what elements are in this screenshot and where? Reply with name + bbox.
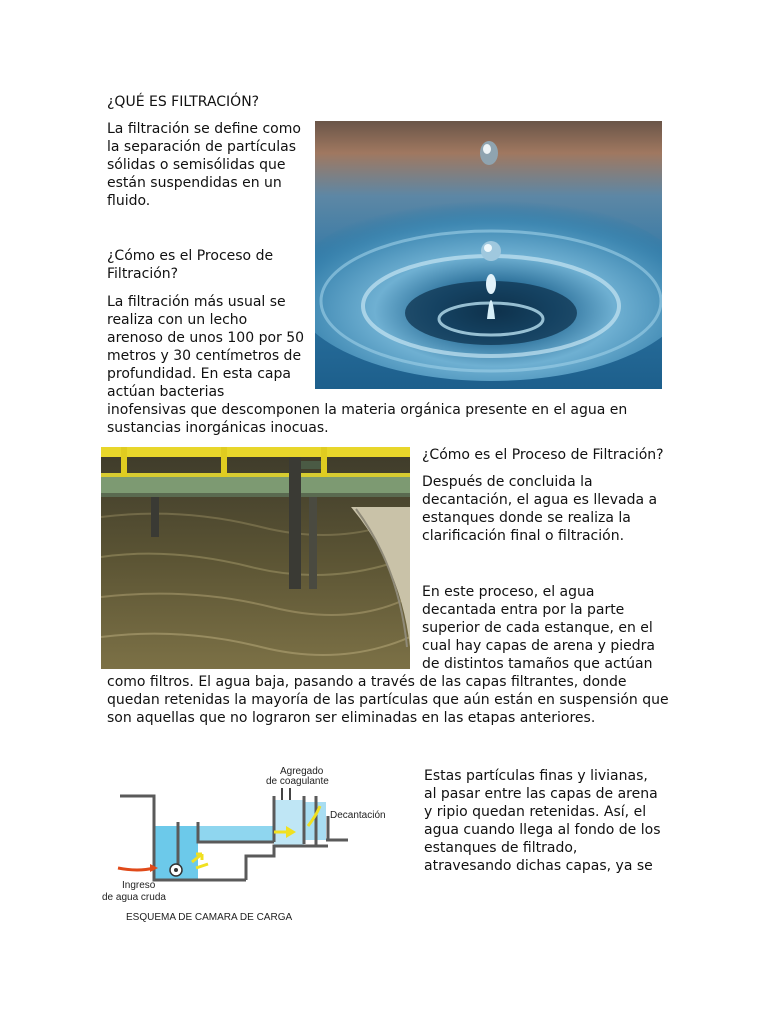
text-line: arenoso de unos 100 por 50: [107, 330, 305, 346]
particulas-paragraph: [424, 767, 661, 875]
text-line: La filtración se define como: [107, 121, 301, 137]
text-line: estanques donde se realiza la: [422, 510, 631, 526]
water-chamber-2: [274, 800, 304, 846]
text-line: Después de concluida la: [422, 474, 593, 490]
heading-proceso-filtracion-2: ¿Cómo es el Proceso de Filtración?: [422, 447, 664, 463]
text-line: realiza con un lecho: [107, 312, 248, 328]
text-line: al pasar entre las capas de arena: [424, 786, 658, 802]
label-inlet-2: de agua cruda: [102, 892, 166, 903]
decantacion-paragraph: [422, 473, 657, 545]
heading-line: ¿Cómo es el Proceso de: [107, 248, 274, 264]
text-line: superior de cada estanque, en el: [422, 620, 653, 636]
text-line: metros y 30 centímetros de: [107, 348, 302, 364]
proceso-paragraph-part2: [107, 673, 687, 727]
label-inlet-1: Ingreso: [122, 880, 156, 891]
text-line: cual hay capas de arena y piedra: [422, 638, 656, 654]
text-line: decantada entra por la parte: [422, 602, 625, 618]
text-line: de distintos tamaños que actúan: [422, 656, 653, 672]
text-line: Estas partículas finas y livianas,: [424, 768, 648, 784]
text-line: son aquellas que no lograron ser eliminadas en las etapas anteriores.: [107, 710, 596, 726]
text-line: inofensivas que descomponen la materia orgánica presente en el agua en: [107, 402, 628, 418]
text-line: fluido.: [107, 193, 151, 209]
text-line: están suspendidas en un: [107, 175, 282, 191]
label-coagulant-2: de coagulante: [266, 776, 329, 787]
text-line: sustancias inorgánicas inocuas.: [107, 420, 329, 436]
label-coagulant-1: Agregado: [280, 766, 324, 777]
text-line: quedan retenidas la mayoría de las partículas que aún están en suspensión que: [107, 692, 669, 708]
proceso-paragraph-part1: [422, 583, 655, 673]
heading-line: Filtración?: [107, 266, 179, 282]
text-line: atravesando dichas capas, ya se: [424, 858, 653, 874]
text-line: clarificación final o filtración.: [422, 528, 625, 544]
heading-que-es-filtracion: ¿QUÉ ES FILTRACIÓN?: [107, 94, 260, 110]
text-line: decantación, el agua es llevada a: [422, 492, 658, 508]
text-line: actúan bacterias: [107, 384, 225, 400]
text-line: La filtración más usual se: [107, 294, 286, 310]
inlet-arrow: [118, 868, 154, 870]
text-line: la separación de partículas: [107, 139, 296, 155]
filtration-tank-photo: [101, 447, 410, 669]
heading-proceso-filtracion: [107, 247, 273, 283]
text-line: sólidas o semisólidas que: [107, 157, 286, 173]
text-line: agua cuando llega al fondo de los: [424, 822, 661, 838]
text-line: estanques de filtrado,: [424, 840, 578, 856]
water-channel: [198, 826, 274, 842]
diagram-caption: ESQUEMA DE CAMARA DE CARGA: [126, 912, 293, 923]
text-line: como filtros. El agua baja, pasando a través de las capas filtrantes, donde: [107, 674, 627, 690]
definition-paragraph: [107, 120, 301, 210]
text-line: y ripio quedan retenidas. Así, el: [424, 804, 647, 820]
text-line: profundidad. En esta capa: [107, 366, 291, 382]
text-line: En este proceso, el agua: [422, 584, 595, 600]
camara-de-carga-diagram: [98, 760, 413, 935]
proceso-paragraph: [107, 293, 667, 437]
label-decantacion: Decantación: [330, 810, 386, 821]
